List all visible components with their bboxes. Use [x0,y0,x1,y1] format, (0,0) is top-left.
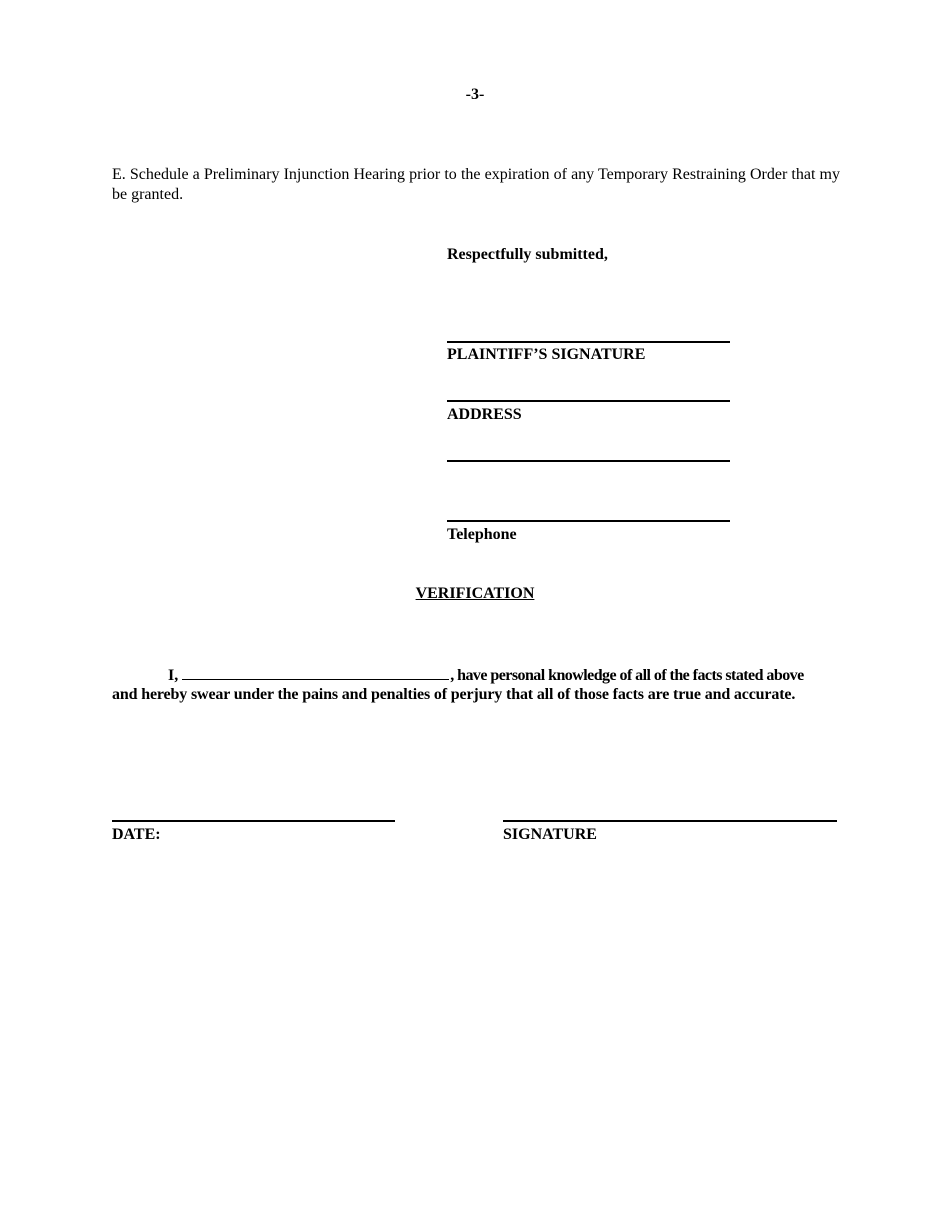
verification-text-1: , have personal knowledge of all of the facts stated above [450,667,804,684]
name-blank-line [182,665,449,680]
date-label: DATE: [112,826,161,843]
telephone-label: Telephone [447,526,517,543]
plaintiff-signature-line [447,341,730,343]
address-line-2 [447,460,730,462]
verification-prefix: I, [168,667,179,684]
address-line-1 [447,400,730,402]
verification-line-1 [112,665,838,686]
verification-heading: VERIFICATION [415,585,535,602]
address-label: ADDRESS [447,406,522,423]
signature-label: SIGNATURE [503,826,597,843]
plaintiff-signature-label: PLAINTIFF’S SIGNATURE [447,346,646,363]
telephone-line [447,520,730,522]
verification-line-2: and hereby swear under the pains and penalties of perjury that all of those facts are true and accurate. [112,686,796,703]
closing-text: Respectfully submitted, [447,246,608,263]
date-line [112,820,395,822]
paragraph-e: E. Schedule a Preliminary Injunction Hearing prior to the expiration of any Temporary Restraining Order that my be granted. [112,166,840,203]
page-number: -3- [465,86,485,103]
signature-line [503,820,837,822]
